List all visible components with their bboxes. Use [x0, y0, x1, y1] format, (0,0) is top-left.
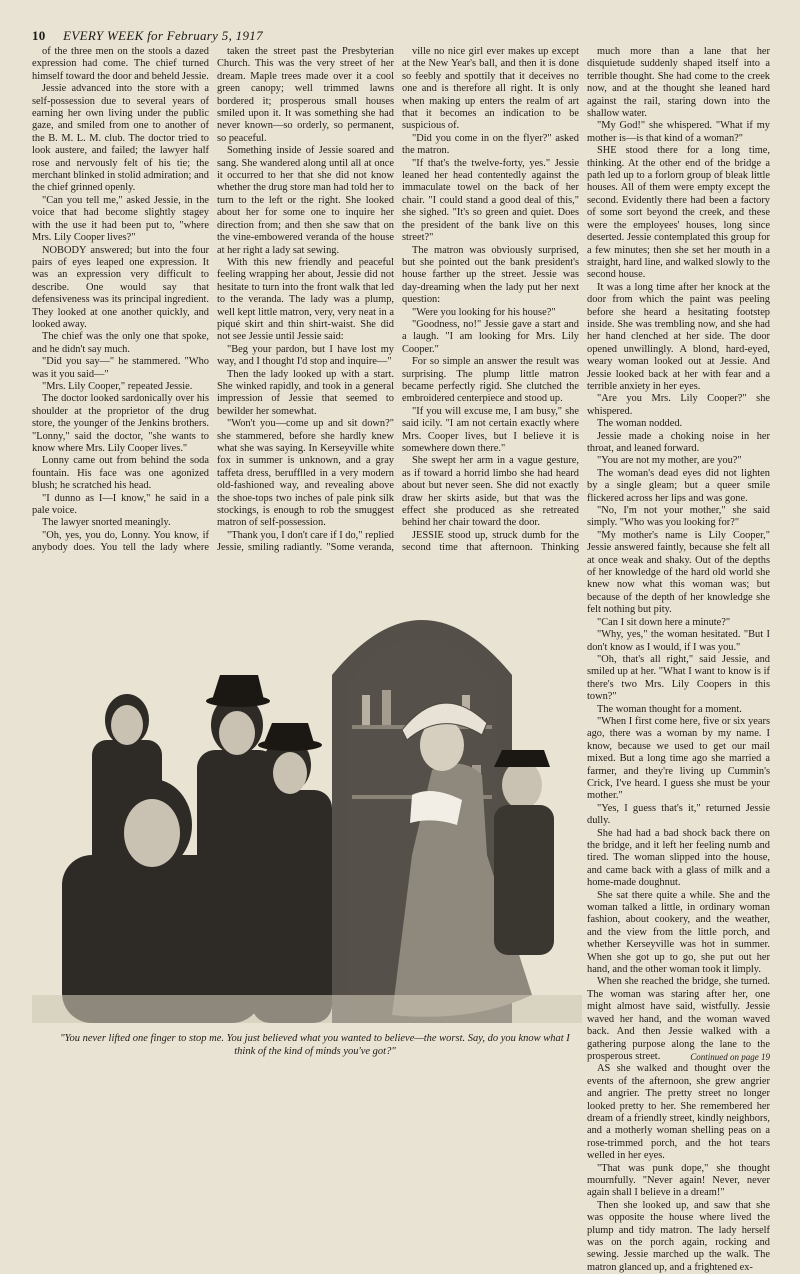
paragraph: "Can you tell me," asked Jessie, in the voice that had become slightly stagey with the use it had been put to, "where Mrs. Lily Cooper lives?"	[32, 194, 209, 244]
paragraph: When she reached the bridge, she turned. The woman was staring after her, one might almost have said, wistfully. Jessie waved her hand, and the woman waved back. And then Jessie walked with a gathering purpose along the lane to the prosperous street.	[587, 976, 770, 1062]
paragraph: "Are you Mrs. Lily Cooper?" she whispered.	[587, 393, 770, 417]
paragraph: The lawyer snorted meaningly.	[42, 517, 171, 529]
paragraph: "Can I sit down here a minute?"	[597, 616, 731, 628]
paragraph: ville no nice girl ever makes up except at the New Year's ball, and then it is done so feebly and spottily that it deceives no one and is therefore all right. It is only when making up enters the realm of art that it becomes an indication to be suspicious of.	[402, 46, 579, 132]
paragraph: "Thank you, I don't care if I do," replied Jessie, smiling radiantly. "Some veranda,	[217, 529, 394, 554]
paragraph: NOBODY answered; but into the four pairs of eyes leaped one expression. It was an expression very difficult to describe. One would say that defensiveness was its principal ingredient. They looked at one another quickly, and looked away.	[32, 244, 209, 330]
text-column-3	[402, 46, 579, 554]
paragraph: "That was punk dope," she thought mournfully. "Never again! Never, never again shall I believe in a dream!"	[587, 1162, 770, 1199]
paragraph: "Yes, I guess that's it," returned Jessie dully.	[587, 802, 770, 827]
paragraph: AS she walked and thought over the events of the afternoon, she grew angrier and angrier. The pretty street no longer looked pretty to her. She remembered her dream of a friendly street, kindly neighbors, and a motherly woman shelling peas on a rose-trimmed porch, and the hot tears welled in her eyes.	[587, 1063, 770, 1162]
paragraph: "Did you say—" he stammered. "Who was it you said—"	[32, 356, 209, 380]
paragraph: "Did you come in on the flyer?" asked the matron.	[402, 132, 579, 157]
paragraph: "Oh, that's all right," said Jessie, and smiled up at her. "What I want to know is if there's two Mrs. Lily Coopers in this town?"	[587, 653, 770, 703]
page-header	[32, 28, 772, 48]
paragraph: Jessie advanced into the store with a self-possession due to several years of earning her own living under the public gaze, and smiled from one to another of the B. M. L. M. club. The doctor tried to look austere, and failed; the lawyer half rose and nervously felt of his tie; the merchant blinked in stolid admiration; and the chief grinned openly.	[32, 83, 209, 194]
paragraph: With this new friendly and peaceful feeling wrapping her about, Jessie did not hesitate to turn into the front walk that led to the veranda. The lady was a plump, well kept little matron, very, very neat in a piqué skirt and thin shirt-waist. She did not see Jessie until Jessie said:	[217, 256, 394, 343]
paragraph: much more than a lane that her disquietude suddenly shaped itself into a terrible thought. She had come to the creek now, and at the thought she leaned hard against the rail, staring down into the shallow water.	[587, 46, 770, 120]
paragraph: "I dunno as I—I know," he said in a pale voice.	[32, 492, 209, 517]
paragraph: Then the lady looked up with a start. She winked rapidly, and took in a general impression of Jessie that seemed to bewilder her somewhat.	[217, 368, 394, 417]
paragraph: "No, I'm not your mother," she said simply. "Who was you looking for?"	[587, 505, 770, 529]
paragraph: "If that's the twelve-forty, yes." Jessie leaned her head contentedly against the immaculate towel on the back of her chair. "I could stand a good deal of this," she sighed. "It's so green and quiet. Does the president of the bank live on this street?"	[402, 157, 579, 244]
masthead: EVERY WEEK for February 5, 1917	[63, 28, 263, 43]
illustration-caption: "You never lifted one finger to stop me. You just believed what you wanted to believe—the worst. Say, do you know what I think of the kind of minds you've got?"	[60, 1033, 570, 1057]
paragraph: "Why, yes," the woman hesitated. "But I don't know as I would, if I was you."	[587, 629, 770, 653]
paragraph: It was a long time after her knock at the door from which the paint was peeling before she heard a hesitating footstep inside. She was trembling now, and she had her hand clenched at her side. The door opened unwillingly. A blond, hard-eyed, weary woman looked out at Jessie. And Jessie looked back at her with fear and a terrible anxiety in her eyes.	[587, 281, 770, 392]
paragraph: For so simple an answer the result was surprising. The plump little matron became perfectly rigid. She clutched the embroidered centerpiece and stood up.	[402, 356, 579, 405]
paragraph: She had had a bad shock back there on the bridge, and it left her feeling numb and tired. The woman slipped into the house, and came back with a glass of milk and a home-made doughnut.	[587, 827, 770, 889]
paragraph: She sat there quite a while. She and the woman talked a little, in ordinary woman fashion, about cookery, and the weather, and the view from the little porch, and whether Kerseyville was hot in summer. When she got up to go, she put out her hand, and the other woman took it limply.	[587, 889, 770, 976]
paragraph: "Oh, yes, you do, Lonny. You know, if anybody does. You tell the lady where	[32, 529, 209, 554]
paragraph: Jessie made a choking noise in her throat, and leaned forward.	[587, 430, 770, 454]
paragraph: "My God!" she whispered. "What if my mother is—is that kind of a woman?"	[587, 120, 770, 144]
paragraph: The matron was obviously surprised, but she pointed out the bank president's house farther up the street. Jessie was day-dreaming when the lady put her next question:	[402, 244, 579, 306]
paragraph: The woman's dead eyes did not lighten by a single gleam; but a queer smile flickered across her lips and was gone.	[587, 467, 770, 504]
paragraph: The woman nodded.	[597, 418, 683, 430]
paragraph: SHE stood there for a long time, thinking. At the other end of the bridge a path led up to a forlorn group of bleak little houses. All of them were empty except the second. Evidently there had been a factory of some sort beyond the creek, and these were the employees' houses, long since deserted. Jessie contemplated this group for a few minutes; then she set her mouth in a straight, hard line, and walked slowly to the second house.	[587, 145, 770, 281]
text-column-2	[217, 46, 394, 554]
paragraph: "When I first come here, five or six years ago, there was a woman by my name. I know, because we used to get our mail mixed. But a long time ago she married a farmer, and they're living up Cummin's Crick, I've heard. I guess she must be your mother."	[587, 715, 770, 802]
paragraph: "Were you looking for his house?"	[412, 306, 556, 318]
paragraph: Then she looked up, and saw that she was opposite the house where lived the plump and tidy matron. The lady herself was on the porch again, rocking and sewing. Jessie marched up the walk. The matron glanced up, and a frightened ex-	[587, 1199, 770, 1273]
paragraph: "Won't you—come up and sit down?" she stammered, before she hardly knew what she was saying. In Kerseyville white fox in summer is unknown, and a gray taffeta dress, berufflled in a very modern old-fashioned way, and revealing above the shoe-tops two inches of pale pink silk stockings, is enough to rob the smuggest matron of self-possession.	[217, 418, 394, 529]
paragraph: Something inside of Jessie soared and sang. She wandered along until all at once it occurred to her that she did not know whether the drug store man had told her to turn to the left or the right. She looked about her for some one to inquire her direction from; and then she saw that on the vine-embowered veranda of the house at her right a lady sat sewing.	[217, 145, 394, 256]
paragraph: "My mother's name is Lily Cooper," Jessie answered faintly, because she felt all at once weak and shaky. Out of the depths of her knowledge of the hard old world she knew now what this woman was; but because of the depth of her knowledge she felt nothing but pity.	[587, 529, 770, 616]
paragraph: taken the street past the Presbyterian Church. This was the very street of her dream. Maple trees made over it a cool green canopy; well trimmed lawns bordered it; prosperous small houses smiled upon it. It was something she had never known—so orderly, so permanent, so peaceful.	[217, 46, 394, 144]
paragraph: "Goodness, no!" Jessie gave a start and a laugh. "I am looking for Mrs. Lily Cooper."	[402, 318, 579, 355]
paragraph: "Beg your pardon, but I have lost my way, and I thought I'd stop and inquire—"	[217, 343, 394, 368]
story-illustration	[32, 555, 582, 1023]
paragraph: "You are not my mother, are you?"	[597, 455, 742, 467]
paragraph: The woman thought for a moment.	[597, 703, 742, 715]
paragraph: "If you will excuse me, I am busy," she said icily. "I am not certain exactly where Mrs. Cooper lives, but I believe it is somewhere down there."	[402, 405, 579, 454]
paragraph: Lonny came out from behind the soda fountain. His face was one agonized blush; he scratched his head.	[32, 455, 209, 492]
paragraph: "Mrs. Lily Cooper," repeated Jessie.	[42, 380, 193, 392]
text-column-1	[32, 46, 209, 638]
paragraph: of the three men on the stools a dazed expression had come. The chief turned himself toward the door and beheld Jessie.	[32, 46, 209, 82]
paragraph: JESSIE stood up, struck dumb for the second time that afternoon. Thinking	[402, 529, 579, 554]
paragraph: She swept her arm in a vague gesture, as if toward a horrid limbo she had heard about but never seen. She did not exactly draw her skirts aside, but that was the effect she produced as she retreated behind her chair toward the door.	[402, 455, 579, 529]
continued-notice: Continued on page 19	[690, 1052, 770, 1062]
page-number: 10	[32, 28, 46, 43]
paragraph: The doctor looked sardonically over his shoulder at the proprietor of the drug store, the younger of the Jenkins brothers. "Lonny," said the doctor, "she wants to know where Mrs. Lily Cooper lives."	[32, 393, 209, 454]
paragraph: The chief was the only one that spoke, and he didn't say much.	[32, 331, 209, 355]
